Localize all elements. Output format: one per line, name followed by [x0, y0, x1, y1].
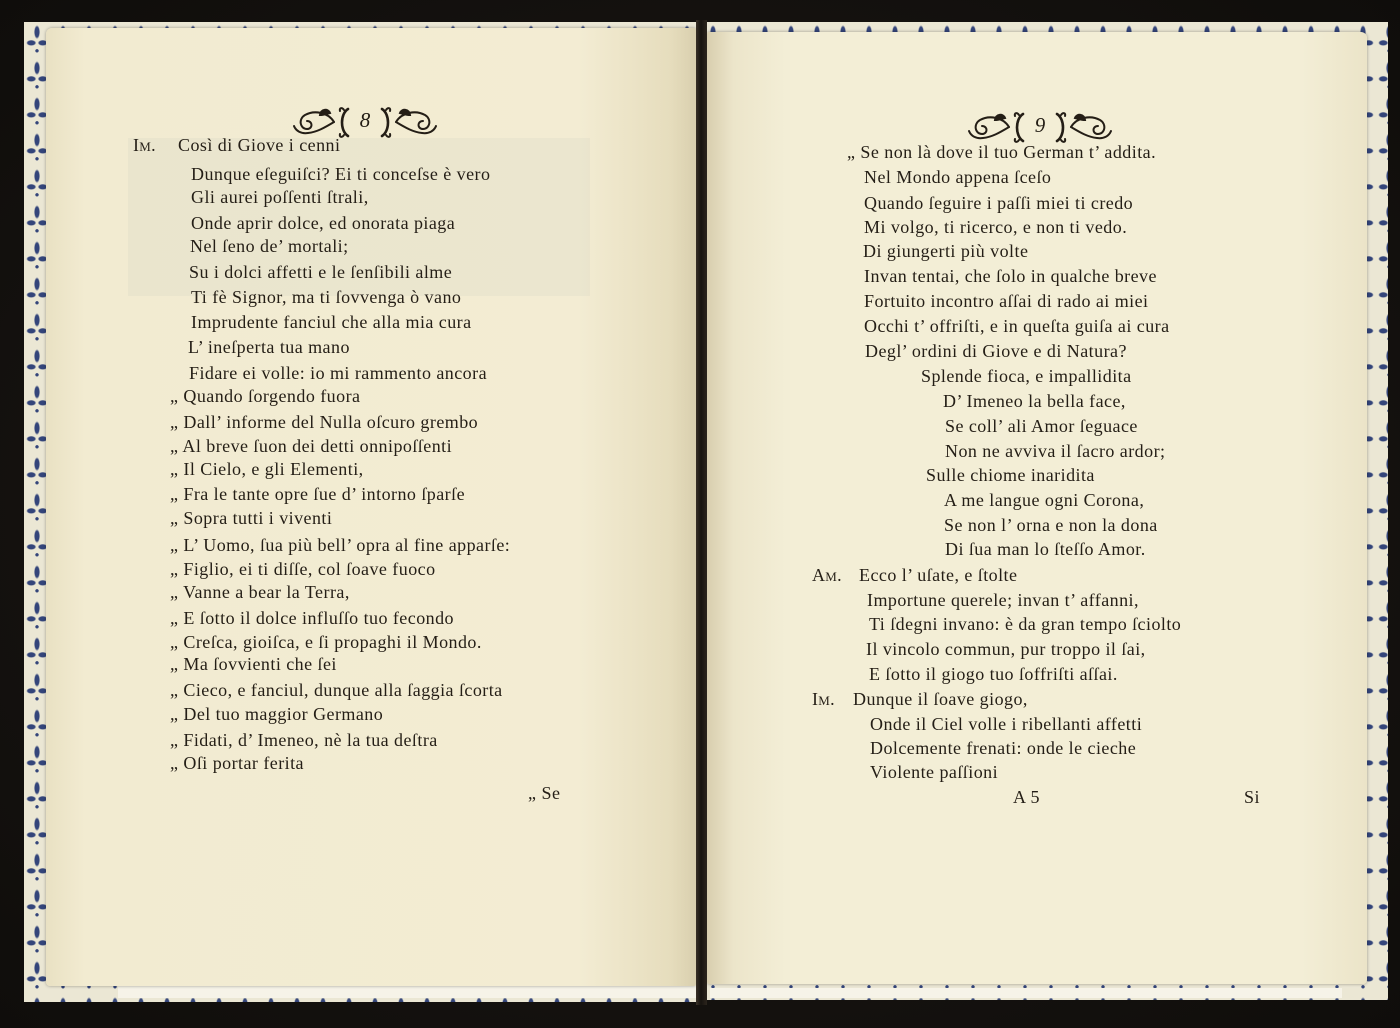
left-verse-line: „ Sopra tutti i viventi: [170, 508, 333, 528]
right-verse-line: Splende fioca, e impallidita: [921, 366, 1132, 386]
left-verse-line: Gli aurei poſſenti ſtrali,: [191, 187, 369, 207]
left-page-number: 8: [359, 108, 371, 132]
left-verse-line: „ Oſi portar ferita: [170, 753, 304, 773]
right-verse-line: Mi volgo, ti ricerco, e non ti vedo.: [864, 217, 1128, 237]
right-verse-line: Di giungerti più volte: [863, 241, 1029, 261]
right-verse-line: Sulle chiome inaridita: [926, 465, 1095, 485]
right-verse-line: D’ Imeneo la bella face,: [943, 391, 1126, 411]
left-verse-line: „ Creſca, gioiſca, e ſi propaghi il Mondo.: [170, 632, 482, 652]
right-verse-line: Se coll’ ali Amor ſeguace: [945, 416, 1138, 436]
speaker-label: Am.: [812, 565, 842, 585]
left-verse-line: Onde aprir dolce, ed onorata piaga: [191, 213, 456, 233]
left-page-bottom-edge: [118, 984, 698, 998]
left-verse-line: „ E ſotto il dolce influſſo tuo fecondo: [170, 608, 454, 628]
speaker-label: Im.: [812, 689, 835, 709]
right-page-bottom-edge: [710, 988, 1342, 998]
right-verse-line: Occhi t’ offriſti, e in queſta guiſa ai cura: [864, 316, 1170, 336]
left-verse-line: „ Ma ſovvienti che ſei: [170, 654, 337, 674]
left-verse-line: Imprudente fanciul che alla mia cura: [191, 312, 472, 332]
book-gutter: [696, 20, 707, 1005]
left-verse-line: Nel ſeno de’ mortali;: [190, 236, 349, 256]
right-verse-line: Dolcemente frenati: onde le cieche: [870, 738, 1137, 758]
left-verse-line: „ Cieco, e fanciul, dunque alla ſaggia ſcorta: [170, 680, 503, 700]
right-verse-line: „ Se non là dove il tuo German t’ addita.: [847, 142, 1157, 162]
right-verse-line: Dunque il ſoave giogo,: [853, 689, 1028, 709]
left-verse-line: Su i dolci affetti e le ſenſibili alme: [189, 262, 453, 282]
left-verse-line: „ Il Cielo, e gli Elementi,: [170, 459, 364, 479]
right-catchword: Si: [1244, 787, 1261, 807]
left-verse-line: Fidare ei volle: io mi rammento ancora: [189, 363, 488, 383]
speaker-label: Im.: [133, 135, 156, 155]
right-verse-line: Violente paſſioni: [870, 762, 999, 782]
left-verse-line: „ Fidati, d’ Imeneo, nè la tua deſtra: [170, 730, 438, 750]
left-verse-line: Ti fè Signor, ma ti ſovvenga ò vano: [191, 287, 462, 307]
right-verse-line: Degl’ ordini di Giove e di Natura?: [865, 341, 1127, 361]
left-verse-line: Dunque eſeguiſci? Ei ti conceſse è vero: [191, 164, 491, 184]
right-verse-line: Importune querele; invan t’ affanni,: [867, 590, 1139, 610]
right-verse-line: Il vincolo commun, pur troppo il ſai,: [866, 639, 1146, 659]
right-page-header: [965, 109, 1115, 145]
left-verse-line: „ Del tuo maggior Germano: [170, 704, 384, 724]
left-verse-line: „ Figlio, ei ti diſſe, col ſoave fuoco: [170, 559, 436, 579]
right-verse-line: Di ſua man lo ſteſſo Amor.: [945, 539, 1146, 559]
right-signature-mark: A 5: [1013, 787, 1041, 807]
left-catchword: „ Se: [528, 783, 561, 803]
left-verse-line: „ L’ Uomo, ſua più bell’ opra al fine apparſe:: [170, 535, 511, 555]
right-verse-line: Fortuito incontro aſſai di rado ai miei: [864, 291, 1149, 311]
right-verse-line: Nel Mondo appena ſceſo: [864, 167, 1052, 187]
left-verse-line: „ Vanne a bear la Terra,: [170, 582, 350, 602]
right-verse-line: Ecco l’ uſate, e ſtolte: [859, 565, 1018, 585]
right-verse-line: E ſotto il giogo tuo ſoffriſti aſſai.: [869, 664, 1118, 684]
right-verse-line: Onde il Ciel volle i ribellanti affetti: [870, 714, 1143, 734]
right-verse-line: Se non l’ orna e non la dona: [944, 515, 1158, 535]
left-verse-line: „ Dall’ informe del Nulla oſcuro grembo: [170, 412, 479, 432]
left-verse-line: Così di Giove i cenni: [178, 135, 341, 155]
right-verse-line: Invan tentai, che ſolo in qualche breve: [864, 266, 1157, 286]
right-verse-line: Quando ſeguire i paſſi miei ti credo: [864, 193, 1134, 213]
right-page-number: 9: [1034, 113, 1046, 137]
left-verse-line: L’ ineſperta tua mano: [188, 337, 350, 357]
left-verse-line: „ Fra le tante opre ſue d’ intorno ſparſe: [170, 484, 466, 504]
right-verse-line: Ti ſdegni invano: è da gran tempo ſciolto: [869, 614, 1182, 634]
left-verse-line: „ Al breve ſuon dei detti onnipoſſenti: [170, 436, 453, 456]
left-verse-line: „ Quando ſorgendo fuora: [170, 386, 361, 406]
right-verse-line: A me langue ogni Corona,: [944, 490, 1145, 510]
right-verse-line: Non ne avviva il ſacro ardor;: [945, 441, 1166, 461]
